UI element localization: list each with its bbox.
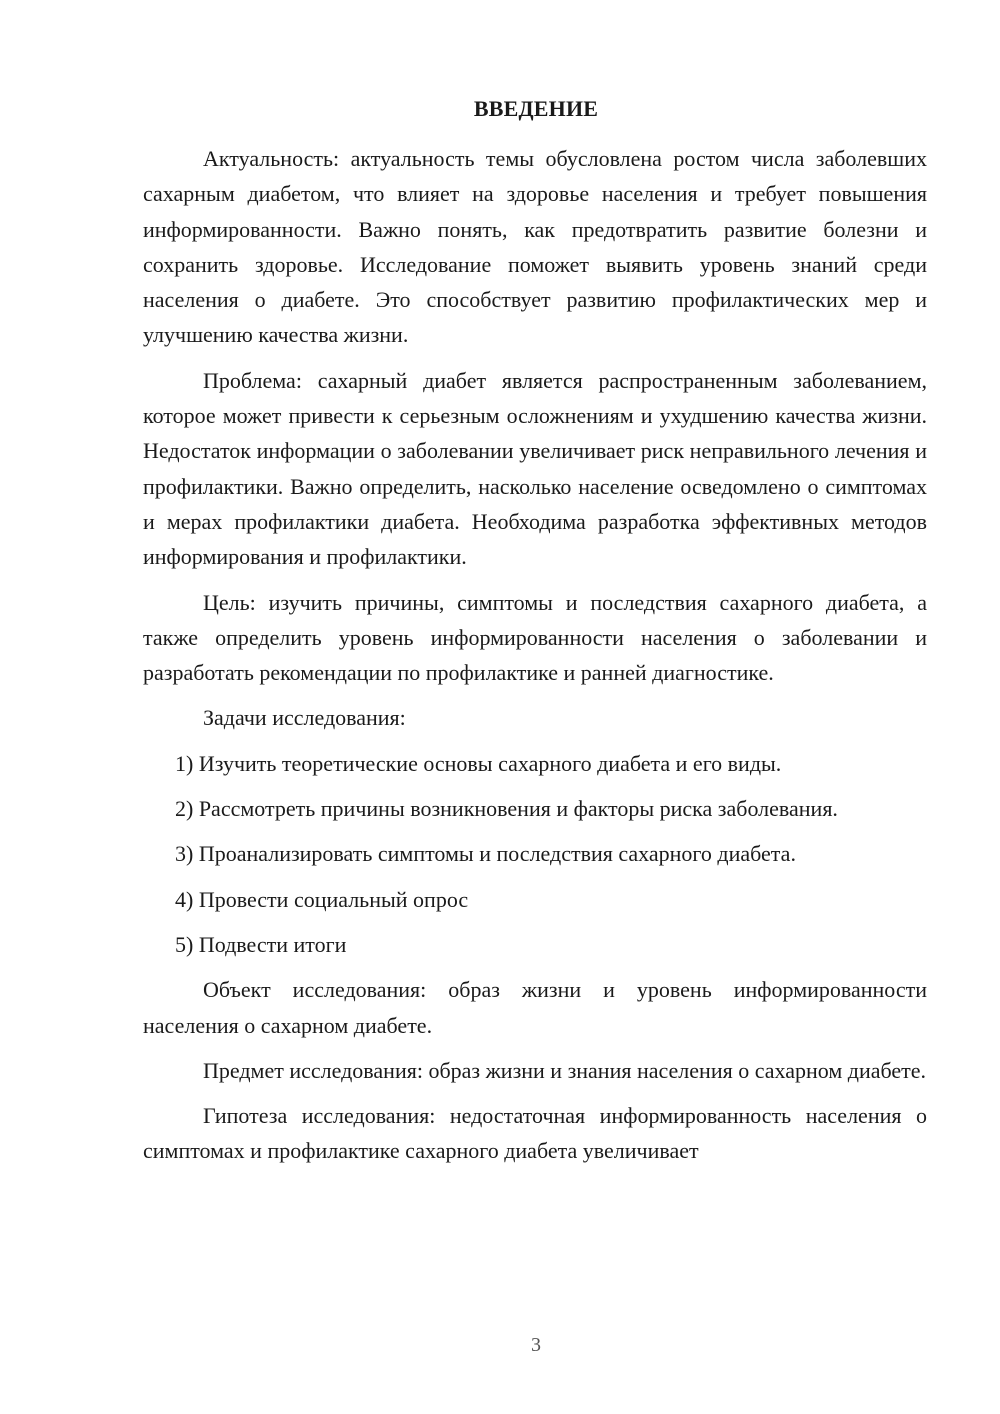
tasks-list (143, 746, 927, 962)
paragraph-subject: Предмет исследования: образ жизни и знания населения о сахарном диабете. (203, 1057, 927, 1083)
task-item-2: 2) Рассмотреть причины возникновения и факторы риска заболевания. (175, 796, 838, 822)
page-title: ВВЕДЕНИЕ (473, 96, 599, 121)
task-item-3: 3) Проанализировать симптомы и последствия сахарного диабета. (175, 841, 796, 867)
paragraph-object: Объект исследования: образ жизни и уровень информированности населения о сахарном диабете. (143, 977, 927, 1038)
task-item-5: 5) Подвести итоги (175, 931, 347, 957)
paragraph-relevance: Актуальность: актуальность темы обусловлена ростом числа заболевших сахарным диабетом, что влияет на здоровье населения и требует повышения информированности. Важно понять, как предотвратить развитие болезни и сохранить здоровье. Исследование поможет выявить уровень знаний среди населения о диабете. Это способствует развитию профилактических мер и улучшению качества жизни. (143, 146, 927, 348)
paragraph-hypothesis: Гипотеза исследования: недостаточная информированность населения о симптомах и профилактике сахарного диабета увеличивает (143, 1103, 927, 1164)
task-item-4: 4) Провести социальный опрос (175, 886, 469, 912)
document-body (143, 141, 927, 1169)
task-item-1: 1) Изучить теоретические основы сахарного диабета и его виды. (175, 750, 782, 776)
paragraph-goal: Цель: изучить причины, симптомы и последствия сахарного диабета, а также определить уровень информированности населения о заболевании и разработать рекомендации по профилактике и ранней диагностике. (143, 589, 927, 686)
page-number: 3 (531, 1334, 541, 1356)
tasks-heading: Задачи исследования: (203, 705, 406, 731)
paragraph-problem: Проблема: сахарный диабет является распространенным заболеванием, которое может привести к серьезным осложнениям и ухудшению качества жизни. Недостаток информации о заболевании увеличивает риск неправильного лечения и профилактики. Важно определить, насколько население осведомлено о симптомах и мерах профилактики диабета. Необходима разработка эффективных методов информирования и профилактики. (143, 367, 927, 570)
